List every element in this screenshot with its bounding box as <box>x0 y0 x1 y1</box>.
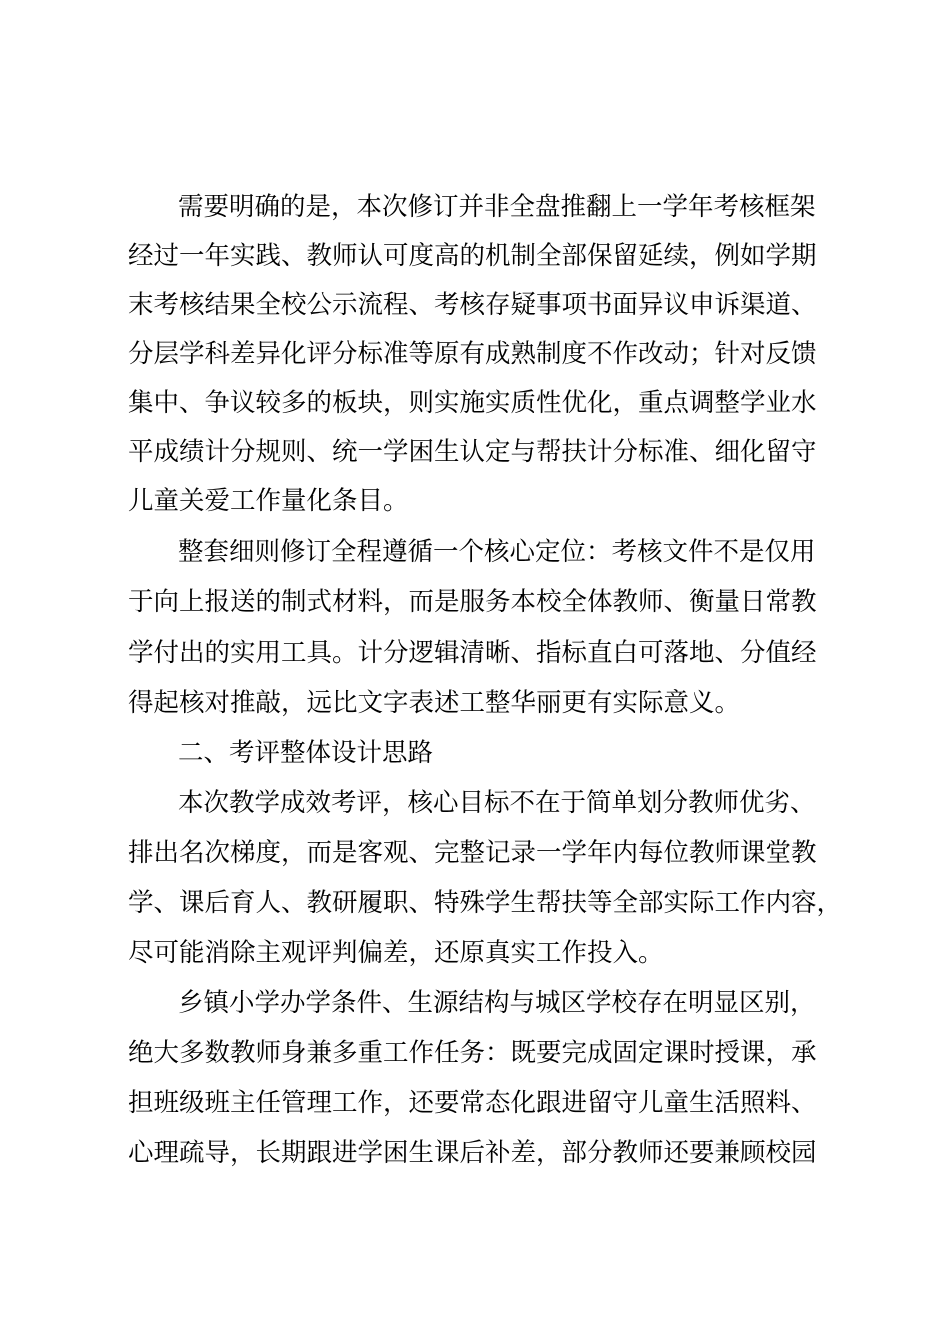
paragraph-line: 平成绩计分规则、统一学困生认定与帮扶计分标准、细化留守 <box>128 437 817 467</box>
paragraph-line: 本次教学成效考评，核心目标不在于简单划分教师优劣、 <box>178 788 816 818</box>
paragraph-line: 分层学科差异化评分标准等原有成熟制度不作改动；针对反馈 <box>128 339 817 369</box>
paragraph-line: 集中、争议较多的板块，则实施实质性优化，重点调整学业水 <box>128 388 817 418</box>
paragraph-line: 学、课后育人、教研履职、特殊学生帮扶等全部实际工作内容， <box>128 888 843 918</box>
paragraph-line: 心理疏导，长期跟进学困生课后补差，部分教师还要兼顾校园 <box>128 1138 817 1168</box>
paragraph-line: 乡镇小学办学条件、生源结构与城区学校存在明显区别， <box>178 988 816 1018</box>
paragraph-line: 需要明确的是，本次修订并非全盘推翻上一学年考核框架 <box>178 192 816 222</box>
paragraph-line: 尽可能消除主观评判偏差，还原真实工作投入。 <box>128 938 664 968</box>
section-heading: 二、考评整体设计思路 <box>178 738 434 768</box>
paragraph-line: 末考核结果全校公示流程、考核存疑事项书面异议申诉渠道、 <box>128 290 817 320</box>
paragraph-line: 于向上报送的制式材料，而是服务本校全体教师、衡量日常教 <box>128 587 817 617</box>
paragraph-line: 儿童关爱工作量化条目。 <box>128 486 409 516</box>
paragraph-line: 整套细则修订全程遵循一个核心定位：考核文件不是仅用 <box>178 537 816 567</box>
paragraph-line: 得起核对推敲，远比文字表述工整华丽更有实际意义。 <box>128 688 741 718</box>
paragraph-line: 经过一年实践、教师认可度高的机制全部保留延续，例如学期 <box>128 241 817 271</box>
paragraph-line: 排出名次梯度，而是客观、完整记录一学年内每位教师课堂教 <box>128 838 817 868</box>
paragraph-line: 学付出的实用工具。计分逻辑清晰、指标直白可落地、分值经 <box>128 638 817 668</box>
paragraph-line: 绝大多数教师身兼多重工作任务：既要完成固定课时授课，承 <box>128 1038 817 1068</box>
paragraph-line: 担班级班主任管理工作，还要常态化跟进留守儿童生活照料、 <box>128 1088 817 1118</box>
